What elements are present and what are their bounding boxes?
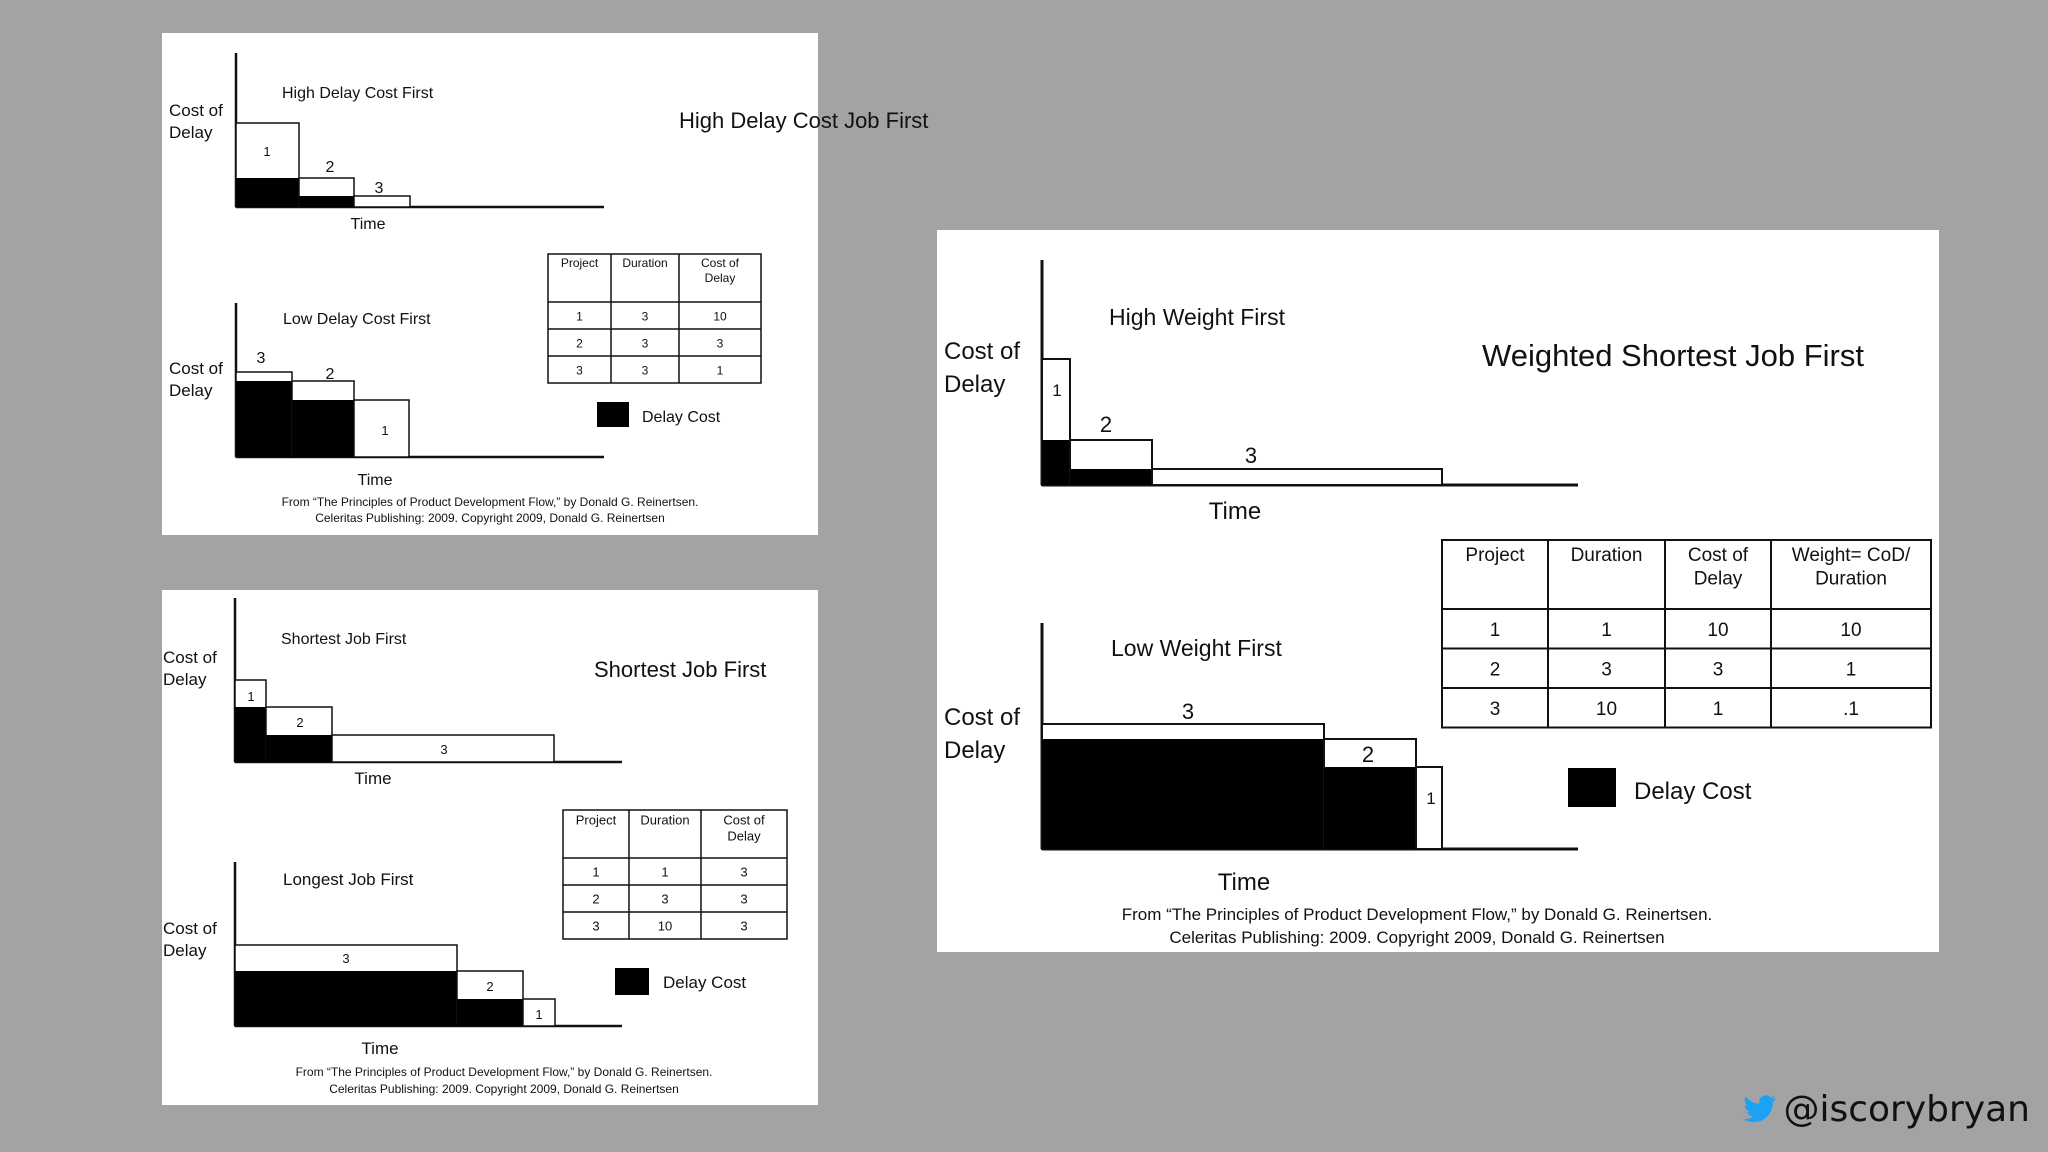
panel-a-bottom-y-label-line-1: Cost of	[169, 359, 223, 378]
panel-b-table-cell-r1c3: 3	[740, 864, 748, 880]
panel-a-table-cell-r2c2: 3	[641, 336, 649, 351]
panel-high-delay-cost-job-first	[162, 33, 929, 535]
panel-b-bottom-project-label-3: 3	[342, 951, 350, 966]
panel-c-bottom-y-label-line-1: Cost of	[944, 704, 1021, 731]
panel-c-table-cell-r2c2: 3	[1601, 659, 1612, 681]
panel-c-bottom-x-label: Time	[1217, 869, 1271, 896]
panel-a-table-cell-r2c1: 2	[576, 336, 583, 351]
panel-b-table-header-1: Project	[575, 812, 617, 828]
panel-c-bottom-chart-label: Low Weight First	[1111, 635, 1282, 661]
panel-b-top-project-label-2: 2	[296, 715, 304, 730]
panel-a-top-chart-label: High Delay Cost First	[282, 85, 434, 102]
panel-b-table-cell-r3c2: 10	[657, 918, 673, 934]
panel-c-table-cell-r2c4: 1	[1845, 659, 1857, 681]
panel-c-table-cell-r3c3: 1	[1712, 698, 1724, 720]
diagram-shortest-job-first	[162, 590, 818, 1105]
panel-c-top-project-label-3: 3	[1244, 443, 1258, 468]
panel-b-top-y-label-line-1: Cost of	[163, 648, 217, 667]
panel-a-table-cell-r3c3: 1	[716, 363, 724, 378]
panel-c-table-cell-r3c1: 3	[1489, 698, 1501, 720]
panel-c-bottom-y-label-line-2: Delay	[944, 737, 1006, 764]
panel-c-top-chart-label: High Weight First	[1109, 304, 1285, 330]
panel-c-table-cell-r3c2: 10	[1595, 698, 1618, 720]
panel-a-top-project-label-2: 2	[325, 159, 335, 176]
panel-c-legend-swatch	[1568, 768, 1616, 807]
panel-b-bottom-delay-cost-block-3	[235, 971, 457, 1026]
panel-c-top-project-label-1: 1	[1052, 381, 1062, 400]
diagram-high-delay-cost	[162, 33, 929, 535]
panel-a-table-header-1: Project	[560, 256, 599, 271]
panel-b-top-project-label-3: 3	[440, 742, 448, 757]
panel-a-top-x-label: Time	[350, 216, 386, 233]
panel-c-bottom-delay-cost-block-3	[1042, 739, 1324, 849]
panel-c-table-cell-r1c4: 10	[1840, 619, 1862, 641]
panel-b-table-header-3: Cost of	[723, 812, 765, 828]
panel-a-table-cell-r3c1: 3	[576, 363, 583, 378]
panel-b-bottom-project-label-2: 2	[486, 979, 494, 994]
panel-a-table-cell-r2c3: 3	[716, 336, 724, 351]
panel-b-top-y-label-line-2: Delay	[163, 670, 207, 689]
panel-c-table-header-3: Delay	[1693, 568, 1743, 590]
twitter-bird-icon	[1743, 1095, 1777, 1125]
panel-weighted-shortest-job-first	[937, 230, 1939, 952]
panel-b-bottom-delay-cost-block-2	[457, 999, 523, 1026]
panel-b-top-delay-cost-block-2	[266, 735, 332, 762]
panel-a-table-cell-r3c2: 3	[641, 363, 649, 378]
panel-a-table-header-3: Cost of	[700, 256, 740, 271]
panel-a-top-project-label-3: 3	[374, 180, 384, 197]
panel-c-table-cell-r3c4: .1	[1843, 698, 1859, 720]
panel-b-citation-line-1: From “The Principles of Product Development Flow,” by Donald G. Reinertsen.	[295, 1065, 713, 1079]
panel-b-bottom-y-label-line-1: Cost of	[163, 919, 217, 938]
panel-a-table-cell-r1c1: 1	[576, 309, 583, 324]
panel-a-top-delay-cost-block-1	[236, 178, 299, 207]
panel-b-table-cell-r2c1: 2	[592, 891, 600, 907]
panel-b-bottom-x-label: Time	[361, 1039, 399, 1058]
panel-a-top-y-label-line-1: Cost of	[169, 101, 223, 120]
panel-a-bottom-y-label-line-2: Delay	[169, 381, 213, 400]
panel-a-bottom-project-label-1: 1	[381, 423, 389, 438]
panel-c-table-cell-r1c2: 1	[1601, 619, 1612, 641]
panel-c-top-x-label: Time	[1208, 498, 1262, 525]
twitter-handle-text: @iscorybryan	[1783, 1089, 2030, 1130]
panel-c-bottom-project-label-1: 1	[1426, 789, 1436, 808]
panel-a-top-delay-cost-block-2	[299, 196, 354, 207]
panel-a-bottom-chart-label: Low Delay Cost First	[283, 311, 431, 328]
panel-a-citation-line-2: Celeritas Publishing: 2009. Copyright 2009, Donald G. Reinertsen	[315, 511, 665, 525]
panel-a-top-project-bar-3	[354, 196, 410, 207]
panel-c-bottom-project-bar-1	[1416, 767, 1442, 849]
panel-b-top-chart-label: Shortest Job First	[281, 631, 407, 648]
panel-a-table-cell-r1c2: 3	[641, 309, 649, 324]
panel-b-table-header-2: Duration	[640, 812, 690, 828]
twitter-handle[interactable]	[1743, 1089, 2030, 1130]
panel-b-top-x-label: Time	[354, 769, 392, 788]
panel-a-bottom-delay-cost-block-3	[236, 381, 292, 457]
panel-a-bottom-project-label-2: 2	[325, 366, 335, 383]
panel-b-table-header-3: Delay	[727, 828, 761, 844]
panel-b-table-cell-r1c2: 1	[661, 864, 669, 880]
panel-b-bottom-chart-label: Longest Job First	[283, 870, 414, 889]
panel-c-table-header-3: Cost of	[1687, 544, 1749, 566]
panel-a-bottom-x-label: Time	[357, 472, 393, 489]
panel-c-top-y-label-line-2: Delay	[944, 371, 1006, 398]
panel-c-top-delay-cost-block-2	[1070, 469, 1152, 485]
panel-c-top-project-bar-3	[1152, 469, 1442, 485]
panel-b-citation-line-2: Celeritas Publishing: 2009. Copyright 2009, Donald G. Reinertsen	[329, 1082, 679, 1096]
diagram-weighted-shortest-job-first	[937, 230, 1939, 952]
panel-c-citation-line-1: From “The Principles of Product Development Flow,” by Donald G. Reinertsen.	[1121, 905, 1713, 924]
panel-b-table-cell-r2c3: 3	[740, 891, 748, 907]
panel-b-table-cell-r3c3: 3	[740, 918, 748, 934]
panel-b-top-project-label-1: 1	[247, 689, 255, 704]
panel-c-bottom-project-label-3: 3	[1181, 699, 1195, 724]
panel-a-bottom-project-label-3: 3	[256, 350, 266, 367]
panel-a-table-header-2: Duration	[622, 256, 668, 271]
panel-c-top-delay-cost-block-1	[1042, 440, 1070, 485]
panel-c-legend-label: Delay Cost	[1634, 778, 1752, 805]
panel-b-bottom-project-label-1: 1	[535, 1007, 543, 1022]
panel-shortest-job-first	[162, 590, 818, 1105]
panel-b-table-cell-r1c1: 1	[592, 864, 600, 880]
panel-c-table-header-4: Duration	[1815, 568, 1887, 590]
panel-b-title: Shortest Job First	[594, 657, 767, 682]
panel-c-table-cell-r1c1: 1	[1489, 619, 1501, 641]
panel-a-table-header-3: Delay	[704, 271, 736, 286]
panel-c-bottom-project-label-2: 2	[1361, 742, 1375, 767]
panel-c-table-cell-r2c3: 3	[1712, 659, 1724, 681]
panel-a-title: High Delay Cost Job First	[679, 108, 929, 133]
panel-b-bottom-y-label-line-2: Delay	[163, 941, 207, 960]
panel-a-bottom-delay-cost-block-2	[292, 400, 354, 457]
panel-a-top-project-label-1: 1	[263, 144, 271, 159]
panel-c-table-header-1: Project	[1465, 544, 1525, 566]
panel-a-table-cell-r1c3: 10	[713, 309, 727, 324]
panel-b-top-delay-cost-block-1	[235, 707, 266, 762]
panel-c-citation-line-2: Celeritas Publishing: 2009. Copyright 2009, Donald G. Reinertsen	[1169, 928, 1665, 947]
panel-b-legend-swatch	[615, 968, 649, 995]
panel-c-bottom-delay-cost-block-2	[1324, 767, 1416, 849]
panel-b-table-cell-r3c1: 3	[592, 918, 600, 934]
panel-a-citation-line-1: From “The Principles of Product Development Flow,” by Donald G. Reinertsen.	[281, 495, 699, 509]
panel-b-table-cell-r2c2: 3	[661, 891, 669, 907]
panel-c-top-project-label-2: 2	[1099, 412, 1113, 437]
panel-c-table-header-4: Weight= CoD/	[1791, 544, 1911, 566]
panel-c-table-cell-r1c3: 10	[1707, 619, 1729, 641]
panel-c-table-header-2: Duration	[1570, 544, 1643, 566]
panel-a-legend-swatch	[597, 402, 629, 427]
panel-c-table-cell-r2c1: 2	[1489, 659, 1501, 681]
panel-b-legend-label: Delay Cost	[663, 973, 747, 992]
panel-a-top-y-label-line-2: Delay	[169, 123, 213, 142]
panel-c-top-y-label-line-1: Cost of	[944, 338, 1021, 365]
panel-c-title: Weighted Shortest Job First	[1482, 338, 1864, 373]
panel-a-legend-label: Delay Cost	[642, 409, 721, 426]
